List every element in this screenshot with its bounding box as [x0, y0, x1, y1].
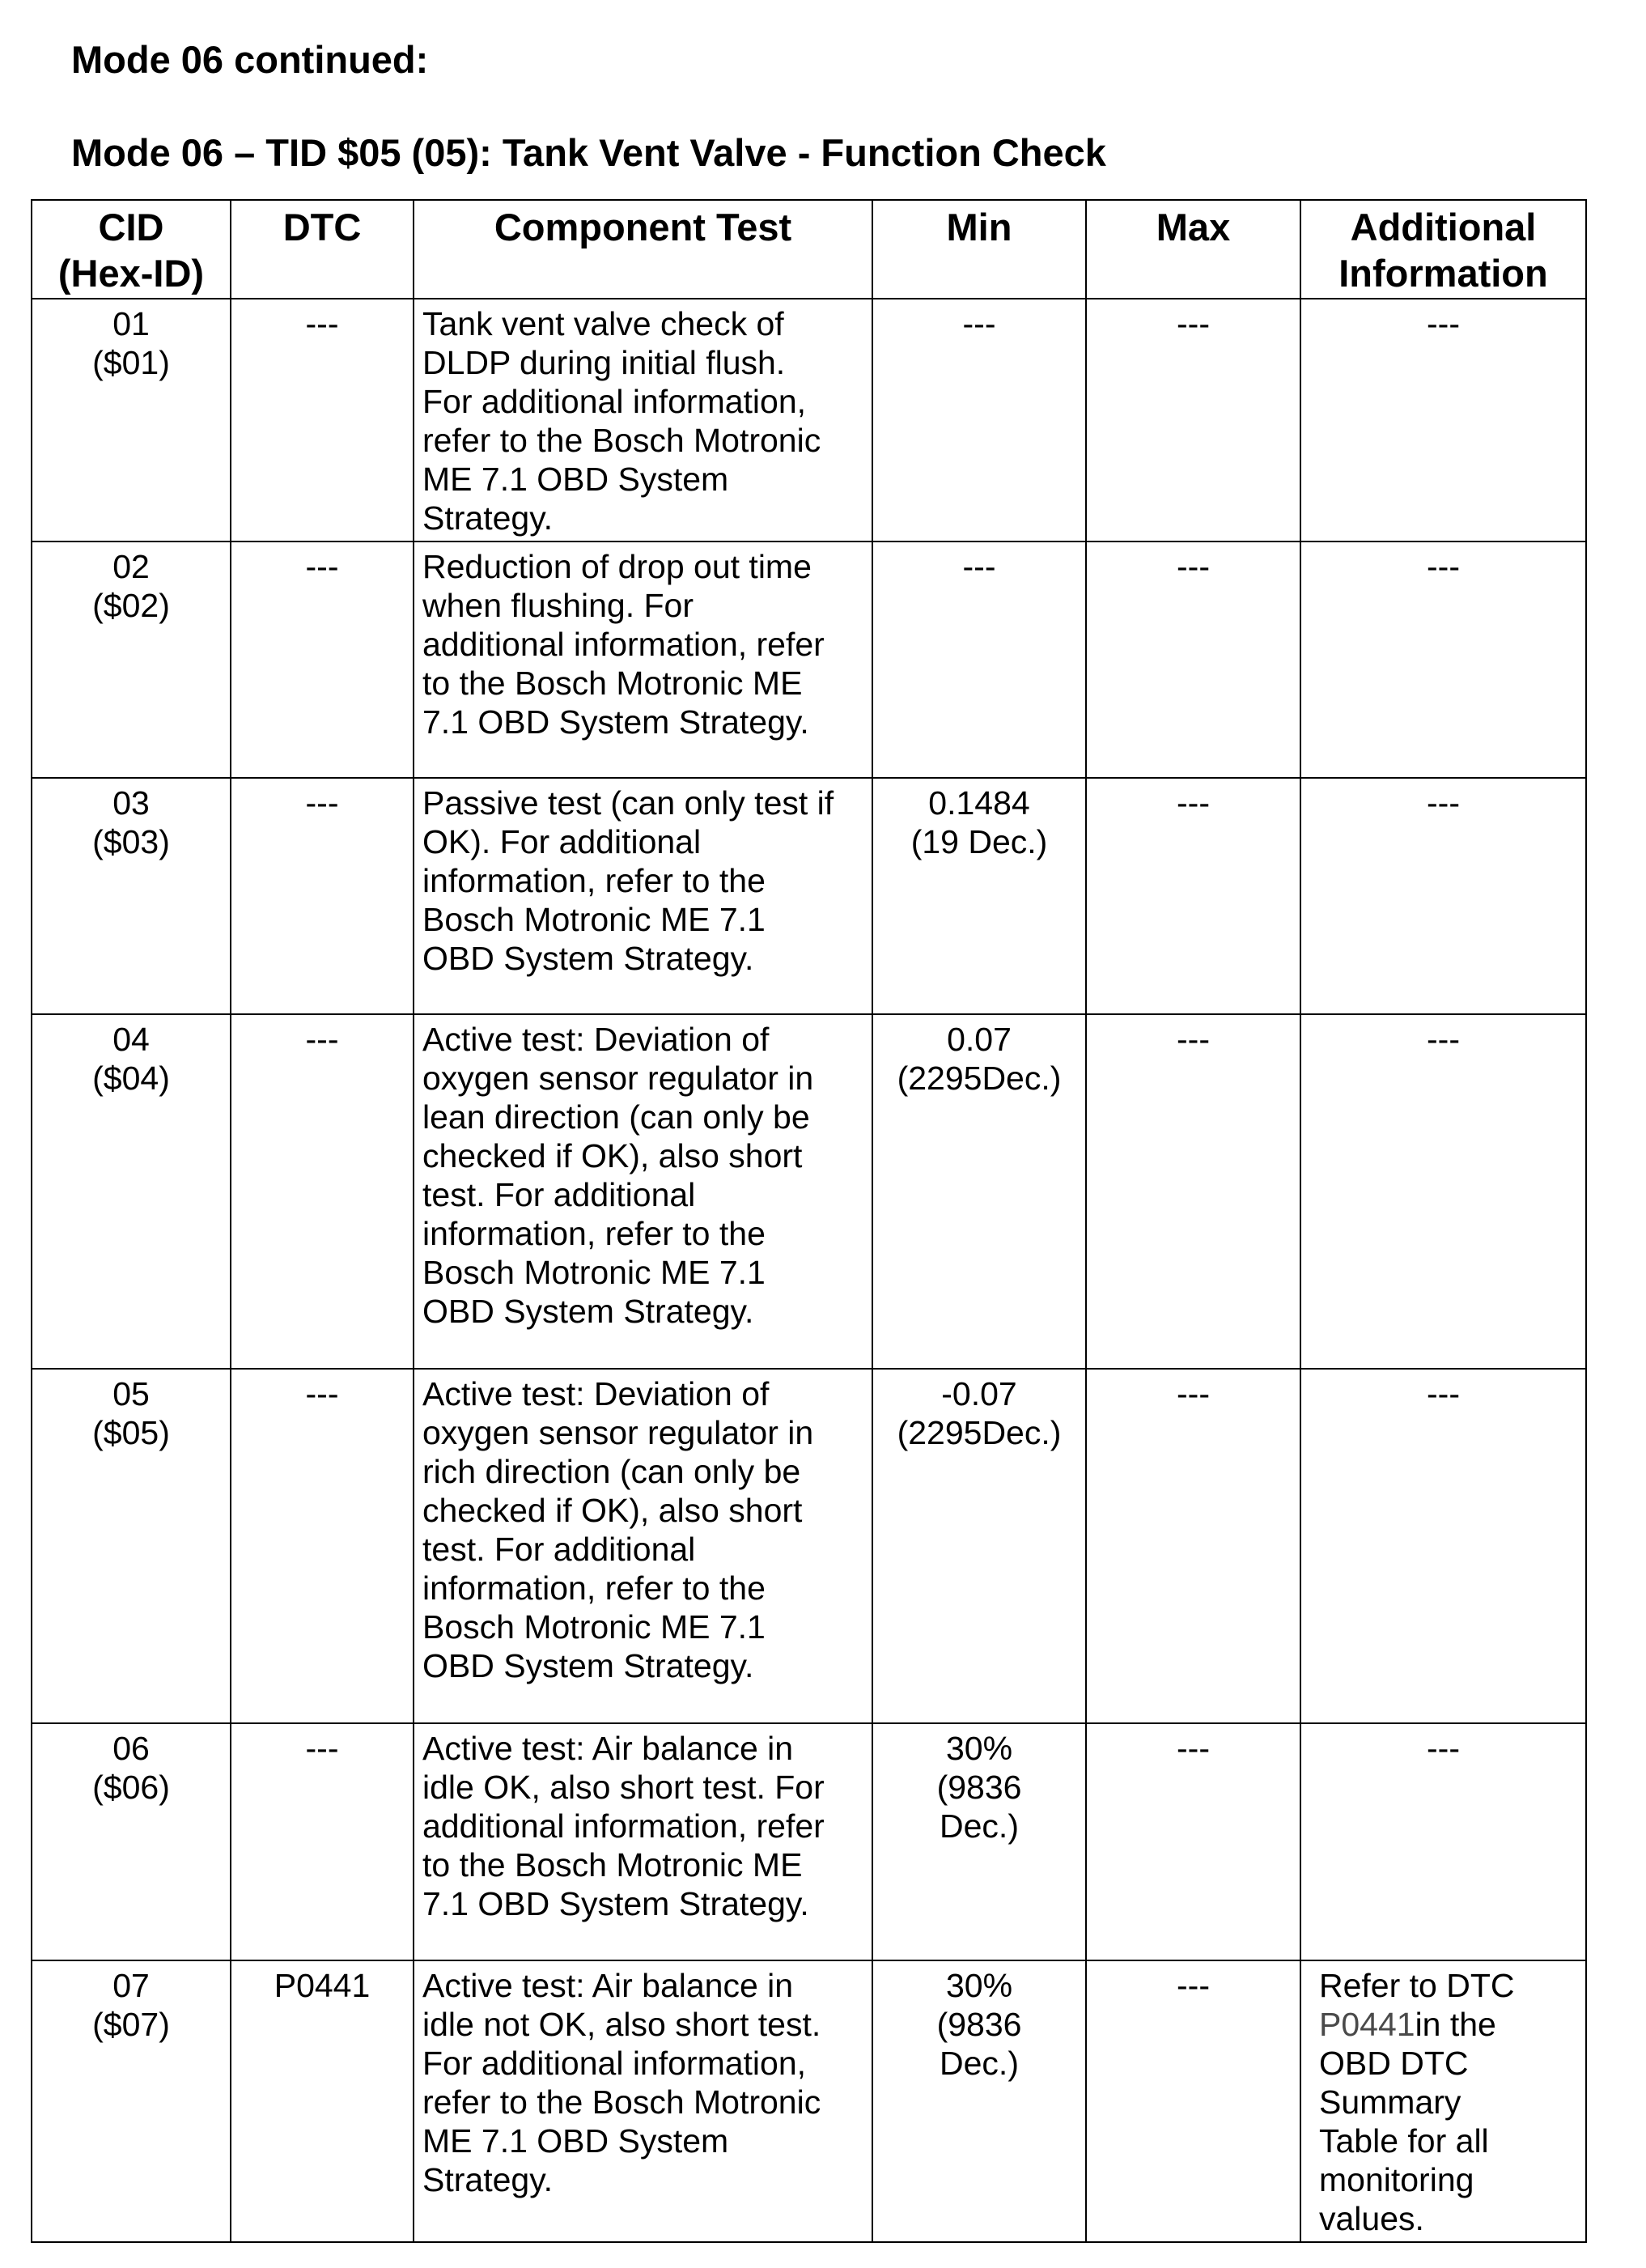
component-test-cell: Active test: Air balance in idle OK, also short test. For additional information, refer to the Bosch Motronic ME 7.1 OBD System Strategy.: [414, 1723, 872, 1960]
header-cid: CID (Hex-ID): [32, 200, 231, 299]
component-test-cell: Active test: Air balance in idle not OK, also short test. For additional information, refer to the Bosch Motronic ME 7.1 OBD System Strategy.: [414, 1960, 872, 2242]
cid-cell: 07 ($07): [32, 1960, 231, 2242]
additional-info-cell: [1300, 1960, 1586, 2242]
header-component-test: Component Test: [414, 200, 872, 299]
dtc-cell: ---: [231, 299, 414, 542]
header-max: Max: [1086, 200, 1300, 299]
max-cell: ---: [1086, 542, 1300, 778]
component-test-cell: Passive test (can only test if OK). For additional information, refer to the Bosch Motronic ME 7.1 OBD System Strategy.: [414, 778, 872, 1014]
header-min: Min: [872, 200, 1086, 299]
additional-info-cell: ---: [1300, 299, 1586, 542]
component-test-cell: Tank vent valve check of DLDP during initial flush. For additional information, refer to the Bosch Motronic ME 7.1 OBD System Strategy.: [414, 299, 872, 542]
table-row: [32, 1369, 1586, 1723]
table-row: [32, 542, 1586, 778]
table-title: Mode 06 – TID $05 (05): Tank Vent Valve - Function Check: [71, 131, 1106, 174]
cid-cell: 06 ($06): [32, 1723, 231, 1960]
cid-cell: 05 ($05): [32, 1369, 231, 1723]
section-continued-heading: Mode 06 continued:: [71, 38, 429, 81]
max-cell: ---: [1086, 778, 1300, 1014]
cid-cell: 03 ($03): [32, 778, 231, 1014]
cid-cell: 02 ($02): [32, 542, 231, 778]
additional-info-cell: ---: [1300, 1369, 1586, 1723]
cid-cell: 04 ($04): [32, 1014, 231, 1369]
dtc-cell: ---: [231, 1014, 414, 1369]
additional-info-cell: ---: [1300, 1014, 1586, 1369]
max-cell: ---: [1086, 1723, 1300, 1960]
component-test-cell: Reduction of drop out time when flushing. For additional information, refer to the Bosch Motronic ME 7.1 OBD System Strategy.: [414, 542, 872, 778]
header-dtc: DTC: [231, 200, 414, 299]
table-row: [32, 1014, 1586, 1369]
min-cell: 0.1484 (19 Dec.): [872, 778, 1086, 1014]
max-cell: ---: [1086, 299, 1300, 542]
component-test-cell: Active test: Deviation of oxygen sensor regulator in rich direction (can only be checked if OK), also short test. For additional information, refer to the Bosch Motronic ME 7.1 OBD System Strategy.: [414, 1369, 872, 1723]
dtc-cell: ---: [231, 542, 414, 778]
additional-info-cell: ---: [1300, 542, 1586, 778]
cid-cell: 01 ($01): [32, 299, 231, 542]
header-additional-information: Additional Information: [1300, 200, 1586, 299]
max-cell: ---: [1086, 1369, 1300, 1723]
max-cell: ---: [1086, 1014, 1300, 1369]
additional-info-text: Refer to DTC: [1319, 1967, 1515, 2004]
min-cell: ---: [872, 299, 1086, 542]
table-row: [32, 1960, 1586, 2242]
min-cell: ---: [872, 542, 1086, 778]
min-cell: 30% (9836 Dec.): [872, 1723, 1086, 1960]
dtc-cell: ---: [231, 778, 414, 1014]
dtc-cell: P0441: [231, 1960, 414, 2242]
max-cell: ---: [1086, 1960, 1300, 2242]
table-row: [32, 299, 1586, 542]
table-row: [32, 778, 1586, 1014]
min-cell: 30% (9836 Dec.): [872, 1960, 1086, 2242]
additional-info-cell: ---: [1300, 778, 1586, 1014]
dtc-reference-link[interactable]: P0441: [1319, 2006, 1415, 2043]
additional-info-cell: ---: [1300, 1723, 1586, 1960]
table-row: [32, 1723, 1586, 1960]
component-test-cell: Active test: Deviation of oxygen sensor regulator in lean direction (can only be checked if OK), also short test. For additional information, refer to the Bosch Motronic ME 7.1 OBD System Strategy.: [414, 1014, 872, 1369]
additional-info-text: in the OBD DTC Summary Table for all monitoring values.: [1319, 2006, 1496, 2237]
mode06-tid05-table: [31, 199, 1587, 2243]
table-header-row: [32, 200, 1586, 299]
dtc-cell: ---: [231, 1369, 414, 1723]
min-cell: 0.07 (2295Dec.): [872, 1014, 1086, 1369]
min-cell: -0.07 (2295Dec.): [872, 1369, 1086, 1723]
dtc-cell: ---: [231, 1723, 414, 1960]
